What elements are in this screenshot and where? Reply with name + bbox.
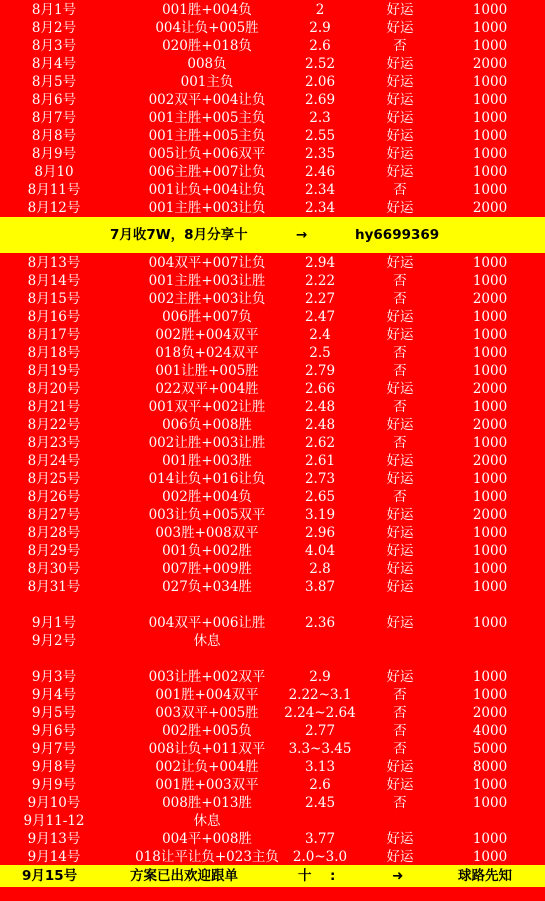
table-row [0, 578, 545, 596]
table-row [0, 686, 545, 704]
row-result: 好运 [386, 92, 414, 108]
row-date: 8月29号 [27, 543, 81, 559]
table-row [0, 704, 545, 722]
row-odds: 3.3~3.45 [288, 741, 352, 757]
row-amount: 1000 [472, 327, 508, 343]
row-date: 9月14号 [27, 849, 81, 865]
row-result: 否 [393, 363, 407, 379]
row-pick: 002胜+005负 [162, 723, 252, 739]
row-pick: 004让负+005胜 [155, 20, 259, 36]
row-pick: 008胜+013胜 [162, 795, 252, 811]
row-odds: 2.4 [309, 327, 331, 343]
row-date: 9月7号 [31, 741, 77, 757]
row-odds: 2.24~2.64 [284, 705, 356, 721]
row-result: 好运 [386, 56, 414, 72]
row-result: 好运 [386, 759, 414, 775]
row-pick: 022双平+004胜 [155, 381, 259, 397]
table-row [0, 254, 545, 272]
table-row [0, 632, 545, 650]
row-date: 8月9号 [31, 146, 77, 162]
row-date: 9月9号 [31, 777, 77, 793]
row-amount: 1000 [472, 363, 508, 379]
row-result: 好运 [386, 669, 414, 685]
row-date: 8月16号 [27, 309, 81, 325]
row-result: 否 [393, 489, 407, 505]
row-amount: 1000 [472, 543, 508, 559]
row-odds: 2.77 [304, 723, 336, 739]
table-row [0, 848, 545, 866]
row-date: 9月11-12 [23, 813, 85, 829]
row-date: 8月5号 [31, 74, 77, 90]
row-odds: 2 [315, 2, 325, 18]
row-odds: 2.94 [304, 255, 336, 271]
table-row [0, 560, 545, 578]
row-date: 8月26号 [27, 489, 81, 505]
row-result: 好运 [386, 128, 414, 144]
row-amount: 2000 [472, 291, 508, 307]
row-odds: 2.6 [309, 38, 331, 54]
row-result: 好运 [386, 777, 414, 793]
row-result: 好运 [386, 417, 414, 433]
table-row [0, 614, 545, 632]
row-date: 8月8号 [31, 128, 77, 144]
banner-top-contact: hy6699369 [355, 227, 440, 243]
row-pick: 002双平+004让负 [148, 92, 266, 108]
row-pick: 001胜+003双平 [155, 777, 259, 793]
row-amount: 1000 [472, 92, 508, 108]
table-row [0, 470, 545, 488]
row-odds: 2.06 [304, 74, 336, 90]
table-row [0, 758, 545, 776]
row-amount: 1000 [472, 489, 508, 505]
table-row [0, 91, 545, 109]
table-row [0, 326, 545, 344]
row-odds: 2.48 [304, 399, 336, 415]
row-date: 8月24号 [27, 453, 81, 469]
row-result: 好运 [386, 579, 414, 595]
row-pick: 004双平+007让负 [148, 255, 266, 271]
row-amount: 1000 [472, 255, 508, 271]
row-pick: 003让负+005双平 [148, 507, 266, 523]
row-odds: 2.65 [304, 489, 336, 505]
banner-bottom-colon: : [330, 868, 336, 884]
row-odds: 4.04 [304, 543, 336, 559]
row-date: 9月1号 [31, 615, 77, 631]
row-date: 8月23号 [27, 435, 81, 451]
table-row [0, 776, 545, 794]
table-row [0, 542, 545, 560]
row-amount: 1000 [472, 777, 508, 793]
row-pick: 001主胜+005主负 [148, 110, 266, 126]
row-odds: 2.22~3.1 [288, 687, 352, 703]
row-result: 好运 [386, 453, 414, 469]
row-pick: 006负+008胜 [162, 417, 252, 433]
row-result: 否 [393, 399, 407, 415]
row-amount: 2000 [472, 200, 508, 216]
row-date: 8月12号 [27, 200, 81, 216]
row-pick: 003胜+008双平 [155, 525, 259, 541]
row-amount: 5000 [472, 741, 508, 757]
row-pick: 001胜+003胜 [162, 453, 252, 469]
row-result: 好运 [386, 146, 414, 162]
row-odds: 2.5 [309, 345, 331, 361]
row-date: 8月21号 [27, 399, 81, 415]
row-pick: 001主胜+005主负 [148, 128, 266, 144]
table-row [0, 344, 545, 362]
row-amount: 1000 [472, 795, 508, 811]
row-result: 否 [393, 795, 407, 811]
row-odds: 2.96 [304, 525, 336, 541]
row-amount: 2000 [472, 705, 508, 721]
row-pick: 027负+034胜 [162, 579, 252, 595]
row-odds: 2.35 [304, 146, 336, 162]
row-amount: 1000 [472, 615, 508, 631]
row-date: 8月20号 [27, 381, 81, 397]
banner-bottom-text: 方案已出欢迎跟单 [130, 868, 238, 884]
row-date: 8月10 [34, 164, 74, 180]
table-row [0, 452, 545, 470]
table-row [0, 416, 545, 434]
row-date: 9月2号 [31, 633, 77, 649]
table-row [0, 668, 545, 686]
table-row [0, 290, 545, 308]
row-odds: 2.73 [304, 471, 336, 487]
table-row [0, 362, 545, 380]
row-odds: 2.55 [304, 128, 336, 144]
banner-bottom [0, 865, 545, 887]
row-date: 8月15号 [27, 291, 81, 307]
row-odds: 2.48 [304, 417, 336, 433]
row-date: 9月5号 [31, 705, 77, 721]
row-date: 8月18号 [27, 345, 81, 361]
row-odds: 2.34 [304, 182, 336, 198]
row-odds: 2.45 [304, 795, 336, 811]
row-date: 8月6号 [31, 92, 77, 108]
row-result: 好运 [386, 507, 414, 523]
row-result: 好运 [386, 381, 414, 397]
row-result: 否 [393, 687, 407, 703]
row-odds: 2.61 [304, 453, 336, 469]
row-result: 好运 [386, 471, 414, 487]
row-result: 好运 [386, 309, 414, 325]
row-result: 好运 [386, 164, 414, 180]
row-odds: 2.8 [309, 561, 331, 577]
row-date: 8月3号 [31, 38, 77, 54]
row-odds: 2.22 [304, 273, 336, 289]
row-amount: 1000 [472, 345, 508, 361]
table-row [0, 145, 545, 163]
row-amount: 1000 [472, 273, 508, 289]
row-date: 8月17号 [27, 327, 81, 343]
row-pick: 002胜+004负 [162, 489, 252, 505]
row-pick: 002主胜+003让负 [148, 291, 266, 307]
row-amount: 1000 [472, 579, 508, 595]
banner-top [0, 217, 545, 253]
row-pick: 003让胜+002双平 [148, 669, 266, 685]
row-odds: 3.87 [304, 579, 336, 595]
table-row [0, 524, 545, 542]
row-result: 好运 [386, 200, 414, 216]
row-amount: 1000 [472, 2, 508, 18]
row-odds: 2.34 [304, 200, 336, 216]
row-amount: 2000 [472, 507, 508, 523]
row-pick: 休息 [193, 633, 221, 649]
row-pick: 014让负+016让负 [148, 471, 266, 487]
row-date: 9月8号 [31, 759, 77, 775]
row-pick: 020胜+018负 [162, 38, 252, 54]
row-result: 否 [393, 182, 407, 198]
row-date: 8月31号 [27, 579, 81, 595]
row-odds: 2.62 [304, 435, 336, 451]
row-odds: 3.13 [304, 759, 336, 775]
row-amount: 1000 [472, 435, 508, 451]
table-row [0, 127, 545, 145]
table-row [0, 272, 545, 290]
table-row [0, 488, 545, 506]
row-pick: 001负+002胜 [162, 543, 252, 559]
table-row [0, 55, 545, 73]
table-row [0, 794, 545, 812]
row-pick: 006主胜+007让负 [148, 164, 266, 180]
row-result: 否 [393, 38, 407, 54]
row-pick: 001主胜+003让胜 [148, 273, 266, 289]
row-amount: 1000 [472, 38, 508, 54]
row-amount: 1000 [472, 110, 508, 126]
row-result: 否 [393, 291, 407, 307]
row-amount: 1000 [472, 669, 508, 685]
row-pick: 006胜+007负 [162, 309, 252, 325]
row-result: 否 [393, 723, 407, 739]
row-date: 8月7号 [31, 110, 77, 126]
row-result: 好运 [386, 849, 414, 865]
row-odds: 2.3 [309, 110, 331, 126]
table-row [0, 181, 545, 199]
row-result: 否 [393, 345, 407, 361]
row-pick: 008负 [187, 56, 227, 72]
row-pick: 004平+008胜 [162, 831, 252, 847]
row-date: 8月4号 [31, 56, 77, 72]
row-amount: 2000 [472, 56, 508, 72]
table-row [0, 1, 545, 19]
row-result: 好运 [386, 561, 414, 577]
row-result: 好运 [386, 255, 414, 271]
row-result: 好运 [386, 327, 414, 343]
row-odds: 2.66 [304, 381, 336, 397]
row-odds: 2.79 [304, 363, 336, 379]
row-pick: 002让胜+003让胜 [148, 435, 266, 451]
table-row [0, 506, 545, 524]
table-row [0, 37, 545, 55]
banner-top-text: 7月收7W，8月分享十 [110, 227, 248, 243]
row-date: 8月30号 [27, 561, 81, 577]
table-row [0, 19, 545, 37]
row-pick: 002让负+004胜 [155, 759, 259, 775]
row-odds: 2.9 [309, 669, 331, 685]
table-row [0, 73, 545, 91]
row-amount: 1000 [472, 831, 508, 847]
row-pick: 008让负+011双平 [148, 741, 266, 757]
row-amount: 1000 [472, 20, 508, 36]
row-result: 好运 [386, 20, 414, 36]
banner-bottom-tail: 球路先知 [458, 868, 512, 884]
row-date: 8月19号 [27, 363, 81, 379]
row-result: 好运 [386, 831, 414, 847]
row-amount: 1000 [472, 525, 508, 541]
row-date: 8月11号 [27, 182, 81, 198]
row-date: 8月13号 [27, 255, 81, 271]
row-odds: 2.69 [304, 92, 336, 108]
row-result: 好运 [386, 615, 414, 631]
row-odds: 2.9 [309, 20, 331, 36]
row-odds: 2.47 [304, 309, 336, 325]
arrow-right-icon: → [296, 227, 308, 243]
row-amount: 1000 [472, 182, 508, 198]
row-result: 否 [393, 435, 407, 451]
row-date: 9月13号 [27, 831, 81, 847]
row-pick: 001主胜+003让负 [148, 200, 266, 216]
row-pick: 001让胜+005胜 [155, 363, 259, 379]
row-amount: 1000 [472, 399, 508, 415]
row-pick: 休息 [193, 813, 221, 829]
row-amount: 2000 [472, 381, 508, 397]
row-odds: 2.52 [304, 56, 336, 72]
table-row [0, 163, 545, 181]
row-pick: 005让负+006双平 [148, 146, 266, 162]
row-date: 9月3号 [31, 669, 77, 685]
row-date: 8月1号 [31, 2, 77, 18]
row-result: 好运 [386, 74, 414, 90]
row-odds: 3.19 [304, 507, 336, 523]
table-row [0, 722, 545, 740]
row-pick: 018负+024双平 [155, 345, 259, 361]
row-date: 8月27号 [27, 507, 81, 523]
row-pick: 003双平+005胜 [155, 705, 259, 721]
row-date: 8月22号 [27, 417, 81, 433]
row-result: 否 [393, 741, 407, 757]
banner-bottom-plus: 十 [298, 868, 312, 884]
row-amount: 4000 [472, 723, 508, 739]
row-result: 好运 [386, 543, 414, 559]
row-pick: 001主负 [180, 74, 234, 90]
row-result: 否 [393, 705, 407, 721]
row-result: 好运 [386, 525, 414, 541]
row-odds: 2.36 [304, 615, 336, 631]
row-pick: 002胜+004双平 [155, 327, 259, 343]
table-row [0, 434, 545, 452]
table-row [0, 380, 545, 398]
table-row [0, 398, 545, 416]
row-result: 好运 [386, 2, 414, 18]
row-odds: 3.77 [304, 831, 336, 847]
row-odds: 2.6 [309, 777, 331, 793]
row-pick: 001让负+004让负 [148, 182, 266, 198]
table-row [0, 740, 545, 758]
row-amount: 8000 [472, 759, 508, 775]
row-date: 8月25号 [27, 471, 81, 487]
row-pick: 001双平+002让胜 [148, 399, 266, 415]
table-row [0, 199, 545, 217]
row-odds: 2.0~3.0 [292, 849, 348, 865]
row-odds: 2.46 [304, 164, 336, 180]
row-date: 8月14号 [27, 273, 81, 289]
row-amount: 1000 [472, 128, 508, 144]
row-amount: 1000 [472, 561, 508, 577]
row-odds: 2.27 [304, 291, 336, 307]
row-result: 好运 [386, 110, 414, 126]
row-pick: 004双平+006让胜 [148, 615, 266, 631]
row-amount: 1000 [472, 687, 508, 703]
row-pick: 001胜+004负 [162, 2, 252, 18]
banner-bottom-date: 9月15号 [22, 868, 78, 884]
arrow-right-icon: ➜ [392, 868, 404, 884]
row-pick: 007胜+009胜 [162, 561, 252, 577]
row-amount: 1000 [472, 164, 508, 180]
row-date: 8月28号 [27, 525, 81, 541]
row-date: 9月10号 [27, 795, 81, 811]
row-date: 9月6号 [31, 723, 77, 739]
row-date: 8月2号 [31, 20, 77, 36]
row-amount: 2000 [472, 417, 508, 433]
row-pick: 018让平让负+023主负 [135, 849, 279, 865]
row-amount: 1000 [472, 471, 508, 487]
row-amount: 1000 [472, 74, 508, 90]
row-amount: 1000 [472, 146, 508, 162]
row-amount: 1000 [472, 849, 508, 865]
table-row [0, 308, 545, 326]
row-amount: 2000 [472, 453, 508, 469]
row-result: 否 [393, 273, 407, 289]
row-date: 9月4号 [31, 687, 77, 703]
row-pick: 001胜+004双平 [155, 687, 259, 703]
row-amount: 1000 [472, 309, 508, 325]
table-row [0, 830, 545, 848]
table-row [0, 109, 545, 127]
table-row [0, 812, 545, 830]
